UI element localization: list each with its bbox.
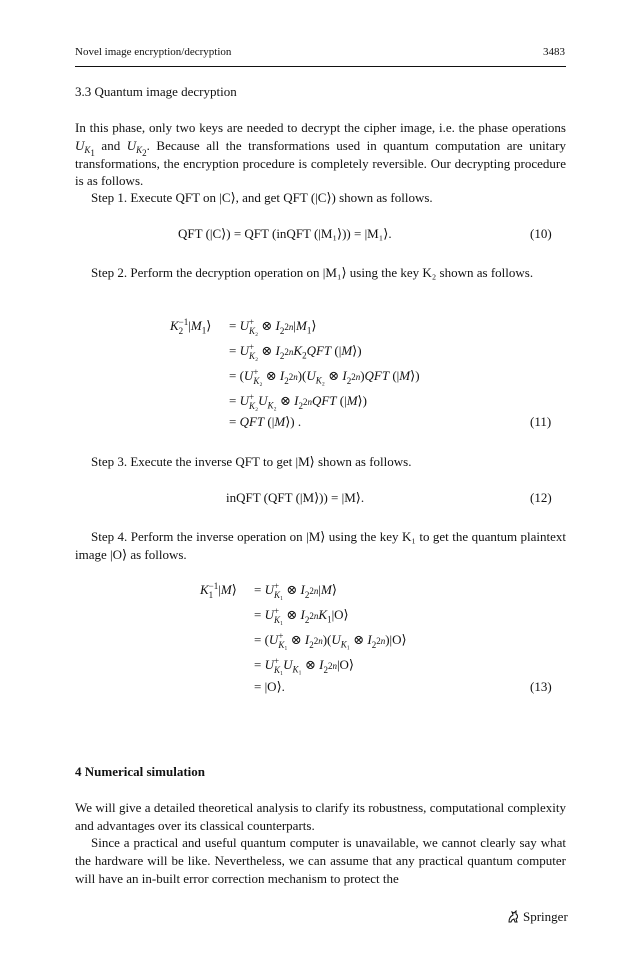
step-1-text: Step 1. Execute QFT on |C⟩, and get QFT (|C⟩) shown as follows. <box>91 190 433 205</box>
equation-11-line-4: = U + K₂ $U_{K_2}$ ⊗ $I_{2^{2n}}QFT$ (|M⟩) <box>229 392 367 412</box>
equation-11-line-5: = QFT (|M⟩) . <box>229 414 302 429</box>
equation-13-line-4: = U + K₁ $U_{K_1}$ ⊗ $I_{2^{2n}}|O⟩$ <box>254 656 354 676</box>
paragraph-hardware: Since a practical and useful quantum computer is unavailable, we cannot clearly say what the hardware will be like. Nevertheless, we can assume that any practical quantum computer will have an in-built error correction mechanism to protect the <box>75 835 566 886</box>
step-3-text: Step 3. Execute the inverse QFT to get |M⟩ shown as follows. <box>91 454 412 469</box>
step-4-text: Step 4. Perform the inverse operation on |M⟩ using the key K₁ to get the quantum plaintext image |O⟩ as follows. <box>75 529 566 562</box>
paragraph-decryption-intro: In this phase, only two keys are needed to decrypt the cipher image, i.e. the phase operations $U_{K_1}$ and $U_{K_2}$. Because all the transformations used in quantum computation are unitary transformations, the encryption procedure is completely reversible. Our decrypting procedure is as follows. <box>75 120 566 189</box>
running-title: Novel image encryption/decryption <box>75 46 232 58</box>
equation-12-number: (12) <box>530 490 552 505</box>
equation-13-line-2: = U + K₁ ⊗ $I_{2^{2n}}K_1|O⟩$ <box>254 606 349 626</box>
header-rule <box>75 66 566 67</box>
equation-11-line-1: = U + K₂ ⊗ $I_{2^{2n}}|M_1⟩$ <box>229 317 317 337</box>
equation-11-line-2: = U + K₂ ⊗ $I_{2^{2n}}K_2QFT$ (|M⟩) <box>229 342 362 362</box>
equation-11-line-3: = (U + K₂ ⊗ $I_{2^{2n}})(U_{K_2}$ ⊗ $I_{2^{2n}})QFT$ (|M⟩) <box>229 367 420 387</box>
springer-horse-icon <box>506 910 520 924</box>
equation-13-line-5: = |O⟩. <box>254 679 285 694</box>
paragraph-numerical-intro: We will give a detailed theoretical analysis to clarify its robustness, computational complexity and advantages over its classical counterparts. <box>75 800 566 833</box>
equation-13-number: (13) <box>530 679 552 694</box>
section-heading-4: 4 Numerical simulation <box>75 764 205 779</box>
publisher-name: Springer <box>523 909 568 924</box>
springer-logo <box>506 909 568 925</box>
equation-13-line-1: = U + K₁ ⊗ $I_{2^{2n}}|M⟩$ <box>254 581 337 601</box>
equation-12: inQFT (QFT (|M⟩)) = |M⟩. <box>226 490 365 505</box>
equation-10: QFT (|C⟩) = QFT (inQFT (|M₁⟩)) = |M₁⟩. <box>178 226 392 241</box>
equation-11-number: (11) <box>530 414 552 429</box>
page-number: 3483 <box>543 46 565 58</box>
equation-13-lhs: K −1 1 |M⟩ <box>200 581 237 601</box>
equation-10-number: (10) <box>530 226 552 241</box>
equation-13-line-3: = (U + K₁ ⊗ $I_{2^{2n}})(U_{K_1}$ ⊗ $I_{2^{2n}})|O⟩$ <box>254 631 407 651</box>
equation-11-lhs: K −1 2 $|M_1⟩$ <box>170 317 212 337</box>
step-2-text: Step 2. Perform the decryption operation on |M₁⟩ using the key K₂ shown as follows. <box>91 265 534 280</box>
section-heading-3-3: 3.3 Quantum image decryption <box>75 84 237 99</box>
